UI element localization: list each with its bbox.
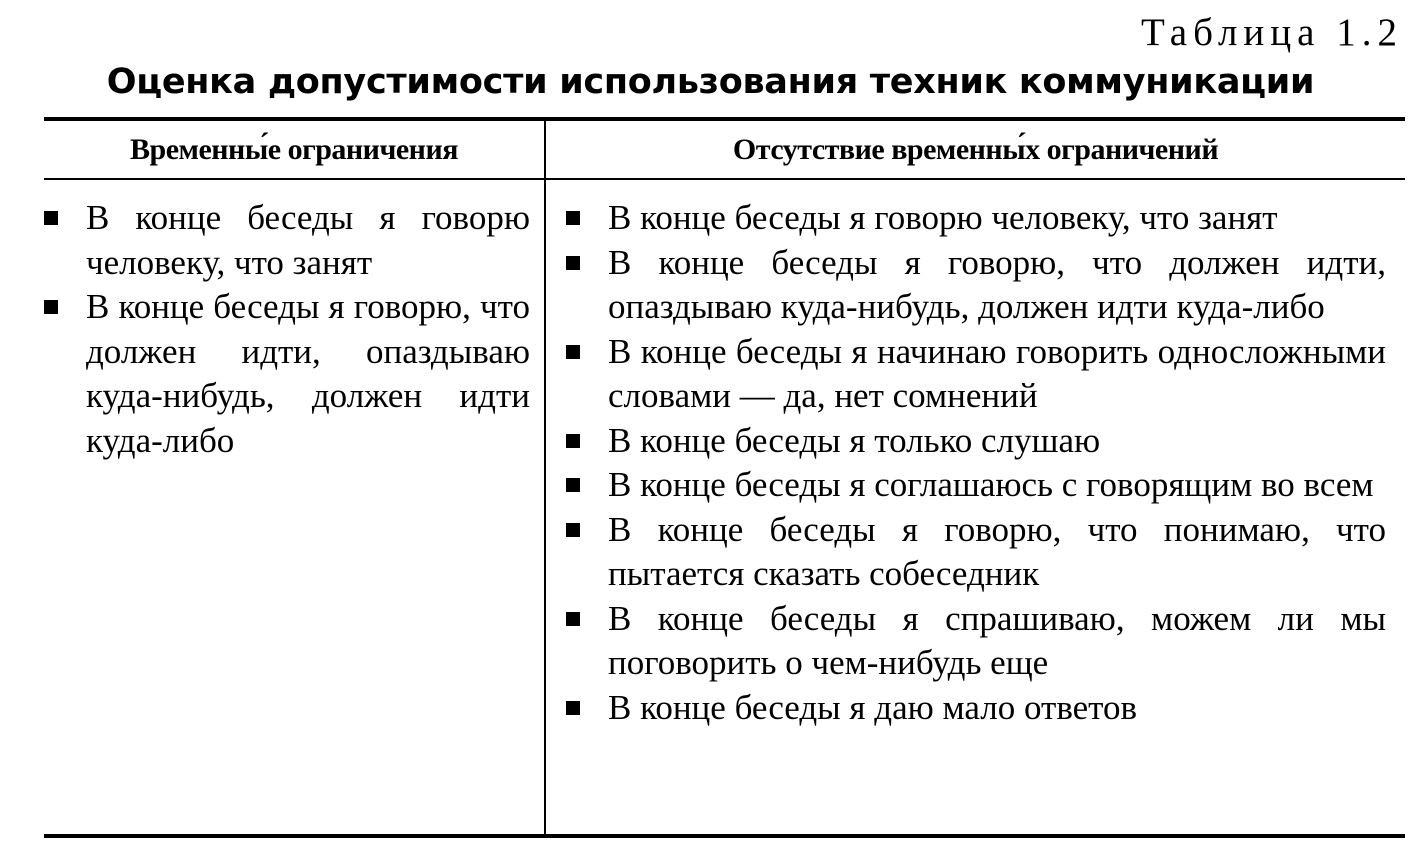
list-item xyxy=(44,285,530,463)
list-item xyxy=(566,686,1386,731)
list-item xyxy=(44,196,530,285)
square-bullet-icon xyxy=(566,345,580,359)
time-limits-list xyxy=(44,196,530,463)
list-item-text: В конце беседы я соглашаюсь с говорящим во всем xyxy=(608,465,1374,504)
list-item xyxy=(566,419,1386,464)
list-item xyxy=(566,196,1386,241)
table-title: Оценка допустимости использования техник коммуникации xyxy=(106,62,1315,102)
list-item-text: В конце беседы я спрашиваю, можем ли мы поговорить о чем-нибудь еще xyxy=(608,598,1386,682)
square-bullet-icon xyxy=(566,478,580,492)
list-item xyxy=(566,330,1386,419)
column-divider xyxy=(544,121,546,834)
list-item xyxy=(566,597,1386,686)
list-item xyxy=(566,508,1386,597)
table-number: Таблица 1.2 xyxy=(1140,11,1403,54)
list-item xyxy=(566,463,1386,508)
no-time-limits-list xyxy=(566,196,1386,730)
square-bullet-icon xyxy=(566,612,580,626)
list-item-text: В конце беседы я начинаю говорить односложными словами — да, нет сомнений xyxy=(608,331,1386,415)
list-item-text: В конце беседы я говорю человеку, что занят xyxy=(608,198,1278,237)
square-bullet-icon xyxy=(566,701,580,715)
list-item-text: В конце беседы я говорю человеку, что занят xyxy=(86,198,530,282)
header-rule xyxy=(44,178,1405,180)
list-item-text: В конце беседы я говорю, что должен идти, опаздываю куда-нибудь, должен идти куда-либо xyxy=(608,242,1386,326)
square-bullet-icon xyxy=(566,256,580,270)
list-item-text: В конце беседы я говорю, что понимаю, что пытается сказать собеседник xyxy=(608,509,1386,593)
square-bullet-icon xyxy=(44,300,58,314)
square-bullet-icon xyxy=(566,523,580,537)
list-item-text: В конце беседы я только слушаю xyxy=(608,420,1101,460)
list-item-text: В конце беседы я даю мало ответов xyxy=(608,687,1138,727)
square-bullet-icon xyxy=(566,211,580,225)
bottom-rule xyxy=(44,834,1405,838)
square-bullet-icon xyxy=(44,211,58,225)
list-item-text: В конце беседы я говорю, что должен идти, опаздываю куда-нибудь, должен идти куда-либо xyxy=(86,287,530,460)
square-bullet-icon xyxy=(566,434,580,448)
column-header-no-time-limits: Отсутствие временны́х ограничений xyxy=(732,133,1219,166)
column-header-time-limits: Временны́е ограничения xyxy=(130,133,458,166)
list-item xyxy=(566,241,1386,330)
